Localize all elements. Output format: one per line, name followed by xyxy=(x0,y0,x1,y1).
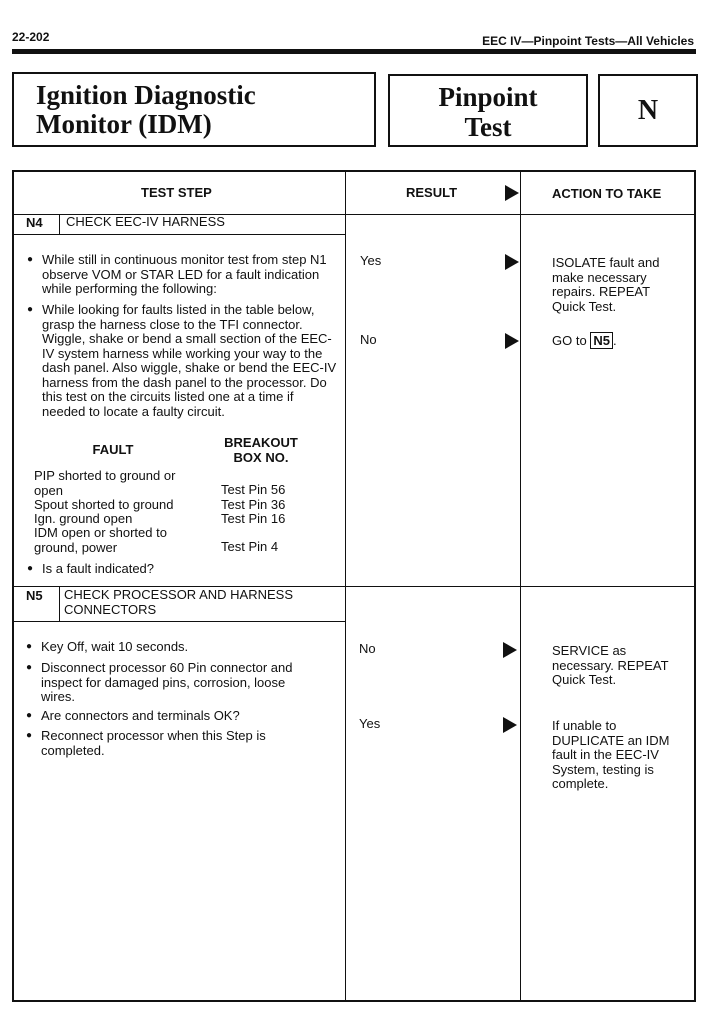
title-line-2: Monitor (IDM) xyxy=(36,109,212,139)
n4-action-yes-line-1: ISOLATE fault and xyxy=(552,255,660,270)
breakout-col-header xyxy=(216,436,306,465)
n5-action-yes-line-5: complete. xyxy=(552,776,609,791)
n4-yes-arrow-icon xyxy=(505,254,519,270)
section-title: EEC IV—Pinpoint Tests—All Vehicles xyxy=(482,34,694,48)
n5-action-yes-line-1: If unable to xyxy=(552,718,617,733)
fault-row-1-line-2: open xyxy=(34,482,63,498)
breakout-line-2: BOX NO. xyxy=(233,449,289,465)
n4-instruction-2: ● While looking for faults listed in the table below, grasp the harness close to the TFI connector. Wiggle, shake or bend a small section of the EEC-IV system harness while working your way to the dash panel. Also wiggle, shake or bend the EEC-IV harness from the dash panel to the processor. Do this test on the circuits listed one at a time if needed to locate a faulty circuit. xyxy=(42,303,338,419)
pinpoint-line-2: Test xyxy=(464,112,512,142)
n5-yes-arrow-icon xyxy=(503,717,517,733)
header-rule xyxy=(12,49,696,54)
fault-row-3-name: Ign. ground open xyxy=(34,511,133,526)
fault-row-4-name xyxy=(34,526,167,555)
fault-col-header: FAULT xyxy=(92,442,134,457)
n4-action-ref: N5 xyxy=(590,332,613,349)
n5-instruction-3: ● Are connectors and terminals OK? xyxy=(41,709,337,724)
n4-id-divider xyxy=(59,214,60,234)
fault-row-3-pin: Test Pin 16 xyxy=(221,511,286,526)
n4-instruction-1: ● While still in continuous monitor test from step N1 observe VOM or STAR LED for a fault indication while performing the following: xyxy=(42,253,338,297)
n5-action-no-line-3: Quick Test. xyxy=(552,672,617,687)
n5-no-arrow-icon xyxy=(503,642,517,658)
pinpoint-box xyxy=(388,74,588,147)
step-name-n5-line-1: CHECK PROCESSOR AND HARNESS xyxy=(64,587,293,602)
breakout-line-1: BREAKOUT xyxy=(224,435,298,450)
step-name-n5 xyxy=(64,588,293,617)
n5-action-yes-line-2: DUPLICATE an IDM xyxy=(552,732,670,748)
step-id-n5: N5 xyxy=(26,588,43,603)
col-test-step: TEST STEP xyxy=(141,185,212,200)
fault-row-1-line-1: PIP shorted to ground or xyxy=(34,468,176,483)
n5-instruction-1: ● Key Off, wait 10 seconds. xyxy=(41,640,337,655)
n4-action-yes-line-4: Quick Test. xyxy=(552,298,617,314)
n4-question: ● Is a fault indicated? xyxy=(42,562,338,577)
col-action: ACTION TO TAKE xyxy=(552,186,662,201)
n4-action-no-prefix: GO to xyxy=(552,333,587,348)
n4-result-no: No xyxy=(360,332,377,347)
fault-row-4-line-1: IDM open or shorted to xyxy=(34,525,167,540)
n5-result-yes: Yes xyxy=(359,716,381,731)
n5-action-no-line-2: necessary. REPEAT xyxy=(552,657,669,673)
title-line-1: Ignition Diagnostic xyxy=(36,80,256,110)
test-letter: N xyxy=(637,95,659,126)
step-id-n4: N4 xyxy=(26,215,43,230)
n5-action-yes-line-3: fault in the EEC-IV xyxy=(552,747,659,762)
result-arrow-icon xyxy=(505,185,519,201)
fault-row-2-pin: Test Pin 36 xyxy=(221,497,286,512)
fault-row-4-pin: Test Pin 4 xyxy=(221,539,279,554)
fault-row-2-name: Spout shorted to ground xyxy=(34,497,174,512)
fault-row-1-name xyxy=(34,469,175,498)
n4-action-no xyxy=(552,334,617,349)
pinpoint-table xyxy=(12,170,696,1002)
test-letter-box xyxy=(598,74,698,147)
col-result: RESULT xyxy=(406,185,458,200)
pinpoint-line-1: Pinpoint xyxy=(438,82,538,112)
n4-action-yes-line-2: make necessary xyxy=(552,269,647,285)
n5-instruction-2: ● Disconnect processor 60 Pin connector and inspect for damaged pins, corrosion, loose wires. xyxy=(41,661,321,705)
n4-action-no-suffix: . xyxy=(612,333,617,348)
title-box xyxy=(12,72,376,147)
n5-action-yes xyxy=(552,719,670,792)
n5-label-line xyxy=(14,621,345,622)
fault-row-1-pin: Test Pin 56 xyxy=(221,482,286,497)
pinpoint-label xyxy=(390,82,586,142)
step-name-n5-line-2: CONNECTORS xyxy=(64,601,157,617)
page-title xyxy=(36,81,256,139)
n4-no-arrow-icon xyxy=(505,333,519,349)
step-name-n4: CHECK EEC-IV HARNESS xyxy=(66,214,225,229)
n4-result-yes: Yes xyxy=(360,253,382,268)
fault-row-4-line-2: ground, power xyxy=(34,539,118,555)
n5-action-yes-line-4: System, testing is xyxy=(552,761,654,777)
n5-action-no xyxy=(552,644,669,688)
n5-instruction-4: ● Reconnect processor when this Step is completed. xyxy=(41,729,301,758)
n4-action-yes-line-3: repairs. REPEAT xyxy=(552,284,651,299)
n5-id-divider xyxy=(59,586,60,621)
n4-action-yes xyxy=(552,256,659,314)
n5-result-no: No xyxy=(359,641,376,656)
n4-label-line xyxy=(14,234,345,235)
n5-action-no-line-1: SERVICE as xyxy=(552,643,627,658)
page-number: 22-202 xyxy=(12,30,50,44)
